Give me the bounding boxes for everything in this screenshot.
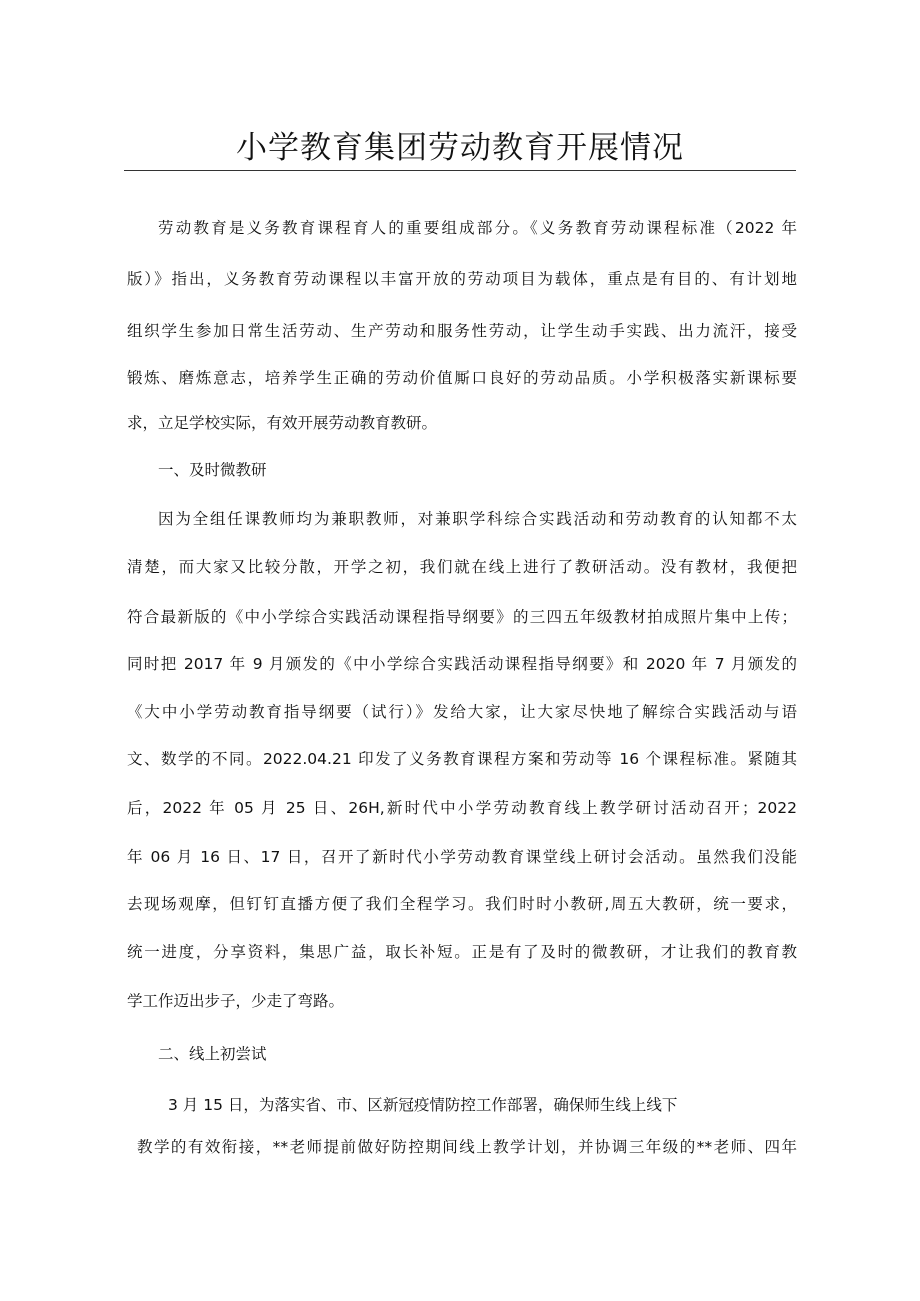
paragraph-line: 《大中小学劳动教育指导纲要（试行）》发给大家，让大家尽快地了解综合实践活动与语 xyxy=(127,703,797,721)
document-title: 小学教育集团劳动教育开展情况 xyxy=(236,130,684,166)
paragraph-line: 教学的有效衔接，**老师提前做好防控期间线上教学计划，并协调三年级的**老师、四年 xyxy=(137,1138,797,1156)
section-heading: 一、及时微教研 xyxy=(158,461,267,479)
paragraph-line: 后，2022 年 05 月 25 日、26H,新时代中小学劳动教育线上教学研讨活动召开；2022 xyxy=(127,799,797,817)
paragraph-line: 劳动教育是义务教育课程育人的重要组成部分。《义务教育劳动课程标准（2022 年 xyxy=(158,219,797,237)
section-heading: 二、线上初尝试 xyxy=(158,1045,267,1063)
paragraph-line: 锻炼、磨炼意志，培养学生正确的劳动价值厮口良好的劳动品质。小学积极落实新课标要 xyxy=(127,369,797,387)
paragraph-line: 求，立足学校实际，有效开展劳动教育教研。 xyxy=(127,414,438,432)
paragraph-line: 因为全组任课教师均为兼职教师，对兼职学科综合实践活动和劳动教育的认知都不太 xyxy=(158,510,797,528)
paragraph-line: 同时把 2017 年 9 月颁发的《中小学综合实践活动课程指导纲要》和 2020 年 7 月颁发的 xyxy=(127,655,797,673)
paragraph-line: 年 06 月 16 日、17 日，召开了新时代小学劳动教育课堂线上研讨会活动。虽然我们没能 xyxy=(127,848,797,866)
paragraph-line: 去现场观摩，但钉钉直播方便了我们全程学习。我们时时小教研,周五大教研，统一要求， xyxy=(127,895,797,913)
paragraph-line: 符合最新版的《中小学综合实践活动课程指导纲要》的三四五年级教材拍成照片集中上传； xyxy=(127,608,797,626)
paragraph-line: 清楚，而大家又比较分散，开学之初，我们就在线上进行了教研活动。没有教材，我便把 xyxy=(127,558,797,576)
paragraph-line: 统一进度，分享资料，集思广益，取长补短。正是有了及时的微教研，才让我们的教育教 xyxy=(127,943,797,961)
paragraph-line: 学工作迈出步子，少走了弯路。 xyxy=(127,992,345,1010)
paragraph-line: 版）》指出，义务教育劳动课程以丰富开放的劳动项目为载体，重点是有目的、有计划地 xyxy=(127,270,797,288)
paragraph-line: 文、数学的不同。2022.04.21 印发了义务教育课程方案和劳动等 16 个课程标准。紧随其 xyxy=(127,750,797,768)
paragraph-line: 3 月 15 日，为落实省、市、区新冠疫情防控工作部署，确保师生线上线下 xyxy=(168,1096,678,1114)
title-underline xyxy=(124,170,796,171)
paragraph-line: 组织学生参加日常生活劳动、生产劳动和服务性劳动，让学生动手实践、出力流汗，接受 xyxy=(127,322,797,340)
